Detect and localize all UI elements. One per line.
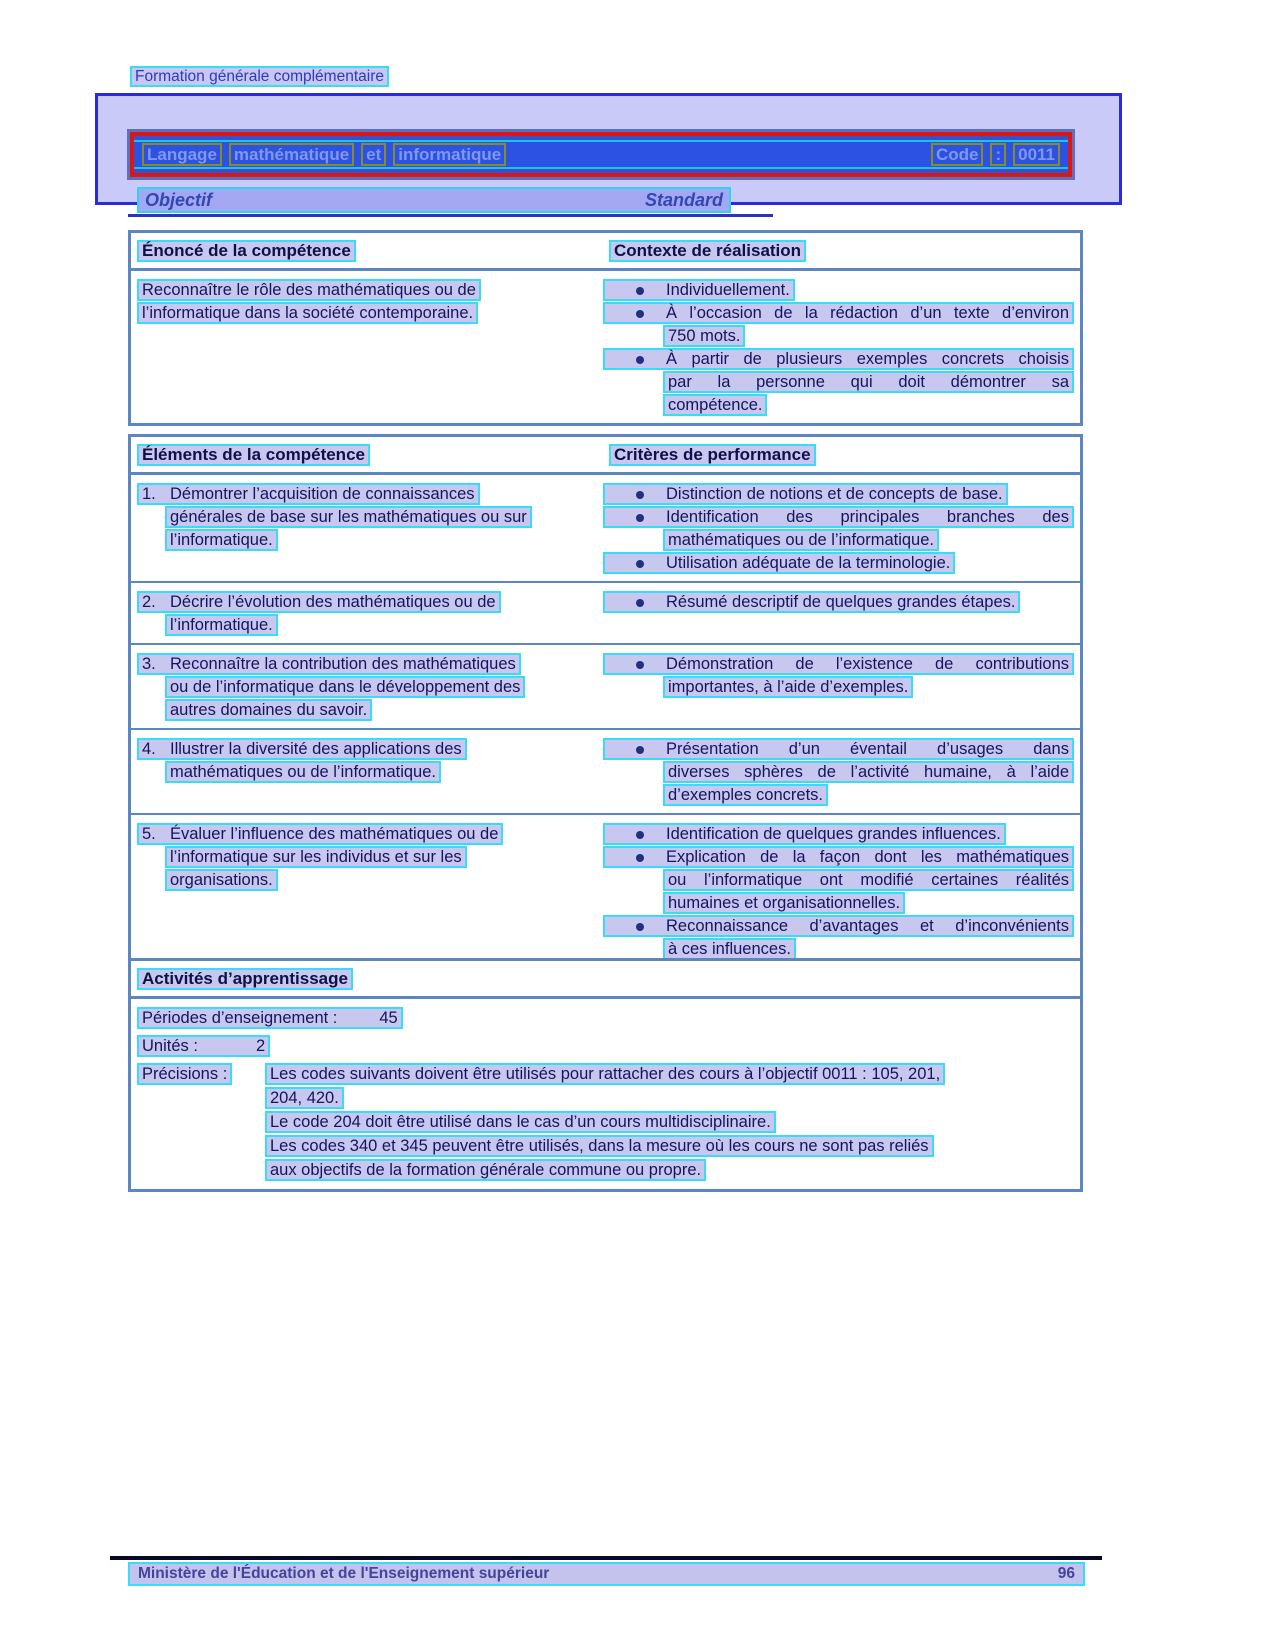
criteres-cell	[603, 823, 1074, 961]
text-line: ou de l’informatique dans le développement des	[165, 676, 525, 698]
element-cell	[137, 591, 603, 637]
table2-row-3	[131, 645, 1080, 730]
text-line: aux objectifs de la formation générale commune ou propre.	[265, 1159, 706, 1181]
table3-body	[131, 999, 1080, 1189]
title-banner-red-frame	[130, 132, 1072, 177]
table1-header-right: Contexte de réalisation	[609, 240, 806, 262]
course-title	[142, 143, 506, 166]
bullet-icon	[636, 491, 644, 499]
text-line: l’informatique.	[165, 529, 278, 551]
bullet-icon	[636, 310, 644, 318]
page-number: 96	[1057, 1565, 1075, 1582]
table1-body-row	[131, 271, 1080, 423]
table2-row-5	[131, 815, 1080, 967]
numbered-line: 4. Illustrer la diversité des applications des	[137, 738, 467, 760]
code-word: 0011	[1013, 143, 1060, 166]
text-line: Les codes suivants doivent être utilisés pour rattacher des cours à l’objectif 0011 : 105, 201,	[265, 1063, 945, 1085]
table-enonce-contexte	[128, 230, 1083, 426]
title-word: et	[361, 143, 386, 166]
bullet-icon	[636, 854, 644, 862]
criteres-cell	[603, 591, 1074, 637]
numbered-line: 3. Reconnaître la contribution des mathématiques	[137, 653, 521, 675]
bullet-line: Présentation d’un éventail d’usages dans	[603, 738, 1074, 760]
table2-row-1	[131, 475, 1080, 583]
bullet-icon	[636, 746, 644, 754]
text-line: 204, 420.	[265, 1087, 344, 1109]
bullet-line: Résumé descriptif de quelques grandes étapes.	[603, 591, 1020, 613]
table3-header-row	[131, 961, 1080, 999]
table-elements-criteres	[128, 434, 1083, 970]
text-line: mathématiques ou de l’informatique.	[663, 529, 939, 551]
unites-line: Unités : 2	[137, 1035, 270, 1057]
bullet-line: Démonstration de l’existence de contributions	[603, 653, 1074, 675]
bullet-icon	[636, 661, 644, 669]
table2-row-2	[131, 583, 1080, 645]
text-line: l’informatique.	[165, 614, 278, 636]
element-cell	[137, 738, 603, 807]
table2-header-row	[131, 437, 1080, 475]
text-line: par la personne qui doit démontrer sa	[663, 371, 1074, 393]
text-line: Reconnaître le rôle des mathématiques ou de	[137, 279, 481, 301]
bullet-line: À partir de plusieurs exemples concrets choisis	[603, 348, 1074, 370]
numbered-line: 2. Décrire l’évolution des mathématiques ou de	[137, 591, 501, 613]
footer-rule	[110, 1556, 1102, 1560]
ministry-name: Ministère de l'Éducation et de l'Enseignement supérieur	[138, 1565, 550, 1582]
objectif-standard-bar	[137, 187, 731, 213]
text-line: importantes, à l’aide d’exemples.	[663, 676, 913, 698]
bullet-line: Utilisation adéquate de la terminologie.	[603, 552, 955, 574]
criteres-cell	[603, 738, 1074, 807]
code-word: Code	[931, 143, 984, 166]
title-word: mathématique	[229, 143, 354, 166]
text-line: Le code 204 doit être utilisé dans le cas d’un cours multidisciplinaire.	[265, 1111, 776, 1133]
periodes-value: 45	[379, 1009, 398, 1027]
heading-underline	[128, 214, 773, 217]
title-banner	[127, 129, 1075, 180]
text-line: générales de base sur les mathématiques ou sur	[165, 506, 532, 528]
table2-row-4	[131, 730, 1080, 815]
table1-left-cell	[137, 279, 603, 417]
text-line: ou l’informatique ont modifié certaines réalités	[663, 869, 1074, 891]
text-line: l’informatique sur les individus et sur les	[165, 846, 467, 868]
course-code	[931, 143, 1060, 166]
bullet-line: Reconnaissance d’avantages et d’inconvénients	[603, 915, 1074, 937]
text-line: d’exemples concrets.	[663, 784, 828, 806]
criteres-cell	[603, 483, 1074, 575]
code-word: :	[990, 143, 1006, 166]
numbered-line: 5. Évaluer l’influence des mathématiques ou de	[137, 823, 503, 845]
bullet-line: À l’occasion de la rédaction d’un texte d’environ	[603, 302, 1074, 324]
footer-bar	[128, 1562, 1085, 1586]
element-cell	[137, 483, 603, 575]
text-line: compétence.	[663, 394, 767, 416]
bullet-line: Explication de la façon dont les mathématiques	[603, 846, 1074, 868]
standard-heading: Standard	[644, 190, 723, 210]
table2-header-right: Critères de performance	[609, 444, 816, 466]
table2-header-left: Éléments de la compétence	[137, 444, 370, 466]
text-line: organisations.	[165, 869, 278, 891]
table1-header-left: Énoncé de la compétence	[137, 240, 356, 262]
periodes-line: Périodes d’enseignement : 45	[137, 1007, 403, 1029]
numbered-line: 1. Démontrer l’acquisition de connaissances	[137, 483, 480, 505]
table1-header-row	[131, 233, 1080, 271]
bullet-icon	[636, 356, 644, 364]
table3-header: Activités d’apprentissage	[137, 968, 353, 990]
bullet-line: Identification de quelques grandes influences.	[603, 823, 1006, 845]
text-line: 750 mots.	[663, 325, 745, 347]
element-cell	[137, 653, 603, 722]
text-line: Les codes 340 et 345 peuvent être utilisés, dans la mesure où les cours ne sont pas reliés	[265, 1135, 934, 1157]
page-header	[130, 66, 389, 87]
bullet-line: Identification des principales branches des	[603, 506, 1074, 528]
element-cell	[137, 823, 603, 961]
title-panel	[95, 93, 1122, 210]
objectif-heading: Objectif	[145, 190, 213, 210]
table-activites	[128, 958, 1083, 1192]
bullet-icon	[636, 514, 644, 522]
criteres-cell	[603, 653, 1074, 722]
text-line: à ces influences.	[663, 938, 796, 960]
bullet-line: Individuellement.	[603, 279, 795, 301]
bullet-line: Distinction de notions et de concepts de base.	[603, 483, 1008, 505]
text-line: diverses sphères de l’activité humaine, à l’aide	[663, 761, 1074, 783]
title-banner-body	[134, 136, 1068, 173]
page-header-text: Formation générale complémentaire	[130, 66, 389, 87]
unites-value: 2	[255, 1037, 266, 1055]
table1-right-cell	[603, 279, 1074, 417]
text-line: mathématiques ou de l’informatique.	[165, 761, 441, 783]
bullet-icon	[636, 923, 644, 931]
text-line: humaines et organisationnelles.	[663, 892, 905, 914]
title-word: Langage	[142, 143, 222, 166]
bullet-icon	[636, 599, 644, 607]
title-banner-stripe	[134, 140, 1068, 169]
title-word: informatique	[393, 143, 506, 166]
text-line: l’informatique dans la société contemporaine.	[137, 302, 478, 324]
precisions-label: Précisions :	[137, 1063, 232, 1085]
bullet-icon	[636, 560, 644, 568]
precisions-row	[137, 1063, 1074, 1183]
bullet-icon	[636, 831, 644, 839]
text-line: autres domaines du savoir.	[165, 699, 372, 721]
precisions-text	[265, 1063, 1074, 1183]
bullet-icon	[636, 287, 644, 295]
